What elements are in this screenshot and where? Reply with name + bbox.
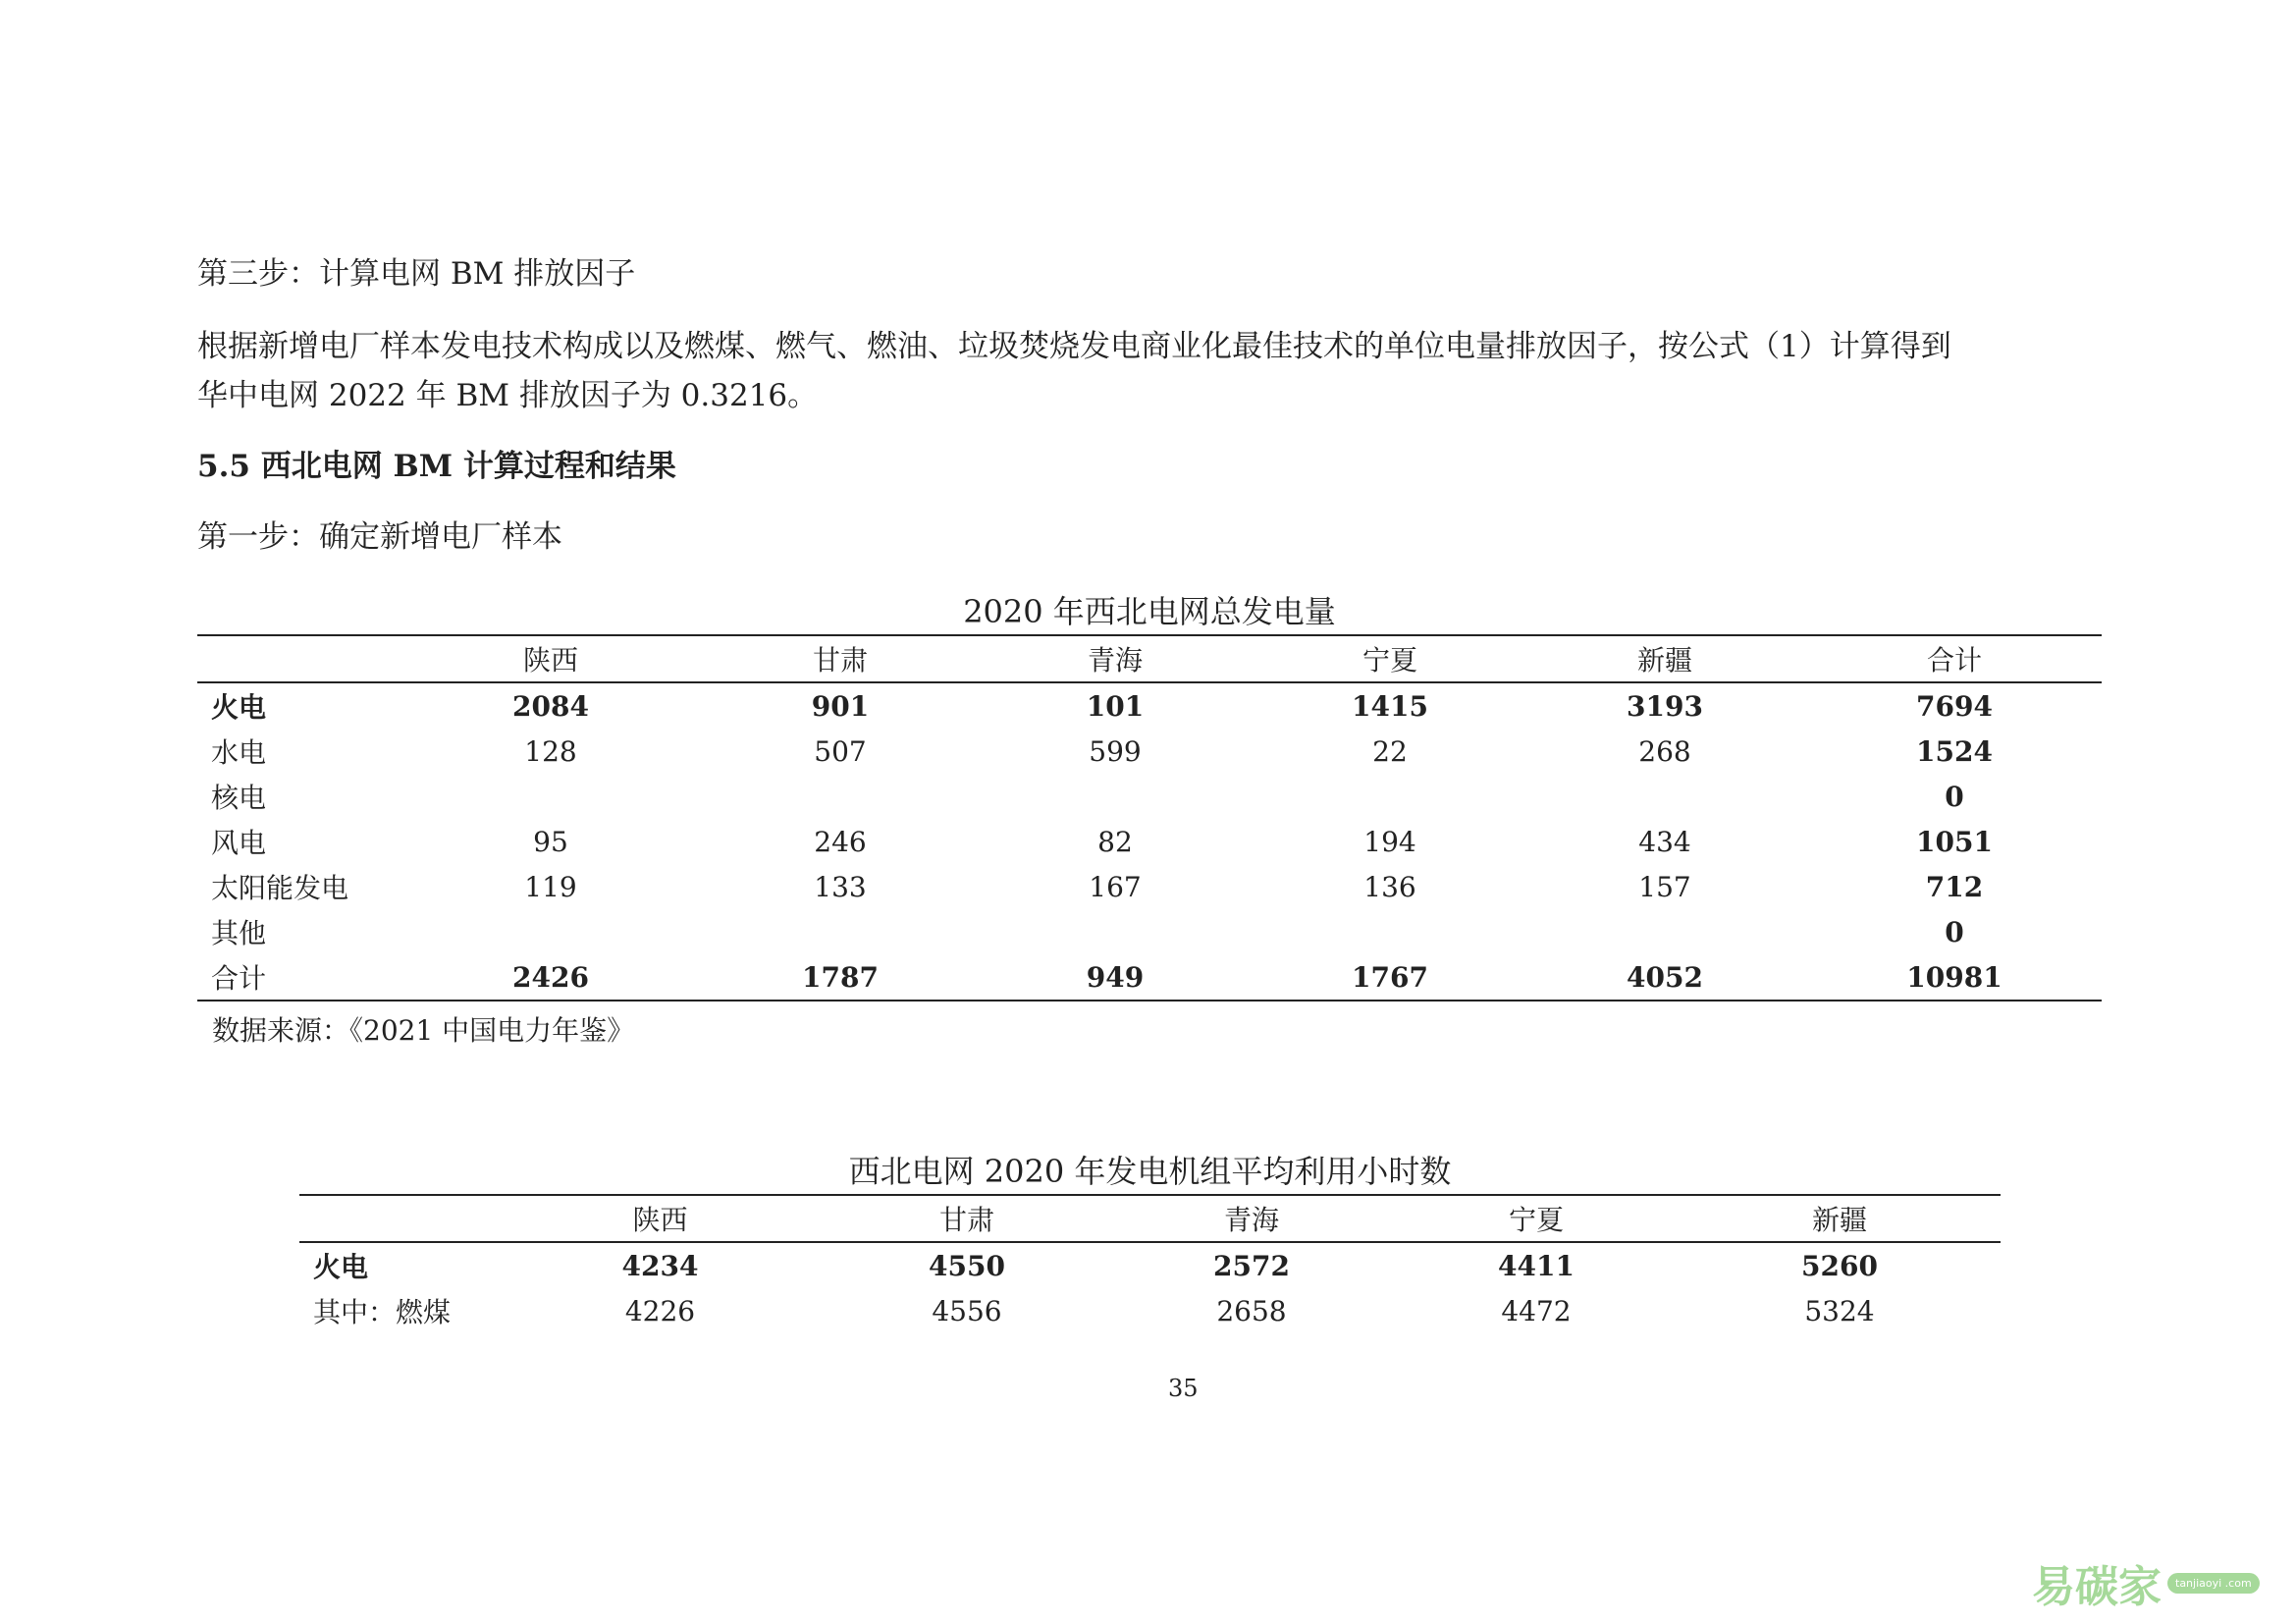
row-label: 其中：燃煤: [313, 1296, 452, 1328]
generation-table: [197, 634, 2102, 1001]
table-cell: 1524: [1916, 734, 1993, 768]
table-row: [197, 819, 2102, 864]
table-cell: 2084: [512, 689, 589, 723]
table2-header-xinjiang: 新疆: [1811, 1204, 1867, 1236]
table-cell: 157: [1638, 870, 1691, 903]
table-cell: 246: [814, 825, 867, 858]
table-cell: 712: [1925, 870, 1984, 903]
table-cell: 3193: [1627, 689, 1703, 723]
table-cell: 22: [1372, 734, 1408, 768]
table1-header-shaanxi: 陕西: [522, 644, 578, 677]
table-cell: 2572: [1213, 1249, 1290, 1282]
table-cell: 599: [1089, 734, 1142, 768]
table-cell: 0: [1945, 780, 1964, 813]
table2-caption: 西北电网 2020 年发电机组平均利用小时数: [848, 1153, 1452, 1190]
row-label: 火电: [313, 1251, 369, 1283]
table-cell: 128: [524, 734, 577, 768]
table-cell: 4234: [621, 1249, 699, 1282]
table1-header-qinghai: 青海: [1087, 644, 1143, 677]
table-cell: 901: [811, 689, 870, 723]
table-row: [299, 1288, 2001, 1333]
logo-subtext: tanjiaoyi .com: [2167, 1573, 2260, 1594]
table-cell: [394, 909, 708, 954]
table-row: [197, 682, 2102, 729]
table-cell: 5324: [1804, 1294, 1875, 1327]
table-row: [197, 864, 2102, 909]
step3-heading: 第三步：计算电网 BM 排放因子: [197, 256, 636, 292]
table-cell: 0: [1945, 915, 1964, 948]
row-label: 合计: [211, 962, 267, 995]
table2-header-shaanxi: 陕西: [632, 1204, 688, 1236]
table-cell: [708, 909, 973, 954]
table1-header-blank: [197, 635, 394, 682]
table-cell: 7694: [1916, 689, 1993, 723]
table-cell: [1522, 909, 1807, 954]
table-cell: 95: [533, 825, 568, 858]
table-cell: [1522, 774, 1807, 819]
table-cell: 4550: [929, 1249, 1005, 1282]
table-cell: 167: [1089, 870, 1142, 903]
table2-header-blank: [299, 1195, 496, 1242]
table-cell: 4226: [624, 1294, 696, 1327]
table-cell: 1051: [1916, 825, 1993, 858]
table-cell: 1767: [1352, 960, 1428, 994]
table-row: [197, 954, 2102, 1001]
table-cell: 10981: [1906, 960, 2002, 994]
table-cell: 4472: [1501, 1294, 1572, 1327]
row-label: 太阳能发电: [211, 872, 349, 904]
table-cell: 2658: [1216, 1294, 1287, 1327]
table-cell: 434: [1638, 825, 1691, 858]
table-cell: [973, 909, 1257, 954]
table-cell: 5260: [1801, 1249, 1878, 1282]
table-cell: 1415: [1352, 689, 1428, 723]
table2-header-gansu: 甘肃: [938, 1204, 994, 1236]
table1-header-total: 合计: [1926, 644, 1982, 677]
row-label: 火电: [211, 691, 267, 724]
table-cell: [1257, 909, 1522, 954]
table1-header-xinjiang: 新疆: [1636, 644, 1692, 677]
table-cell: [708, 774, 973, 819]
table-cell: 4411: [1498, 1249, 1575, 1282]
logo-text: 易碳家: [2032, 1562, 2162, 1612]
table2-header-qinghai: 青海: [1223, 1204, 1279, 1236]
table-row: [197, 729, 2102, 774]
table-cell: 136: [1363, 870, 1416, 903]
table2-header-ningxia: 宁夏: [1508, 1204, 1564, 1236]
row-label: 其他: [211, 917, 267, 949]
table-cell: 949: [1086, 960, 1145, 994]
table-cell: 268: [1638, 734, 1691, 768]
table-cell: [1257, 774, 1522, 819]
table-cell: 2426: [512, 960, 589, 994]
watermark-logo: [2032, 1551, 2260, 1614]
table-cell: [394, 774, 708, 819]
row-label: 核电: [211, 782, 267, 814]
step1-heading: 第一步：确定新增电厂样本: [197, 519, 562, 555]
table2-header-row: [299, 1195, 2001, 1242]
table1-header-ningxia: 宁夏: [1362, 644, 1417, 677]
table-cell: 101: [1086, 689, 1145, 723]
utilization-hours-table: [299, 1194, 2001, 1333]
page-number: 35: [1168, 1375, 1199, 1402]
table1-source: 数据来源：《2021 中国电力年鉴》: [212, 1014, 635, 1047]
table-cell: 1787: [802, 960, 879, 994]
row-label: 风电: [211, 827, 267, 859]
table1-header-row: [197, 635, 2102, 682]
table-row: [197, 774, 2102, 819]
table-cell: 194: [1363, 825, 1416, 858]
row-label: 水电: [211, 736, 267, 769]
table-cell: 133: [814, 870, 867, 903]
table1-header-gansu: 甘肃: [812, 644, 868, 677]
table-cell: 4556: [932, 1294, 1002, 1327]
table-cell: 119: [524, 870, 577, 903]
table-cell: 82: [1097, 825, 1133, 858]
table-cell: 507: [814, 734, 867, 768]
table-cell: 4052: [1627, 960, 1703, 994]
table-row: [197, 909, 2102, 954]
paragraph-line-2: 华中电网 2022 年 BM 排放因子为 0.3216。: [197, 378, 819, 413]
table1-caption: 2020 年西北电网总发电量: [963, 593, 1336, 630]
table-cell: [973, 774, 1257, 819]
paragraph-line-1: 根据新增电厂样本发电技术构成以及燃煤、燃气、燃油、垃圾焚烧发电商业化最佳技术的单位电量排放因子，按公式（1）计算得到: [197, 329, 1951, 364]
section-heading: 5.5 西北电网 BM 计算过程和结果: [197, 449, 676, 484]
table-row: [299, 1242, 2001, 1288]
